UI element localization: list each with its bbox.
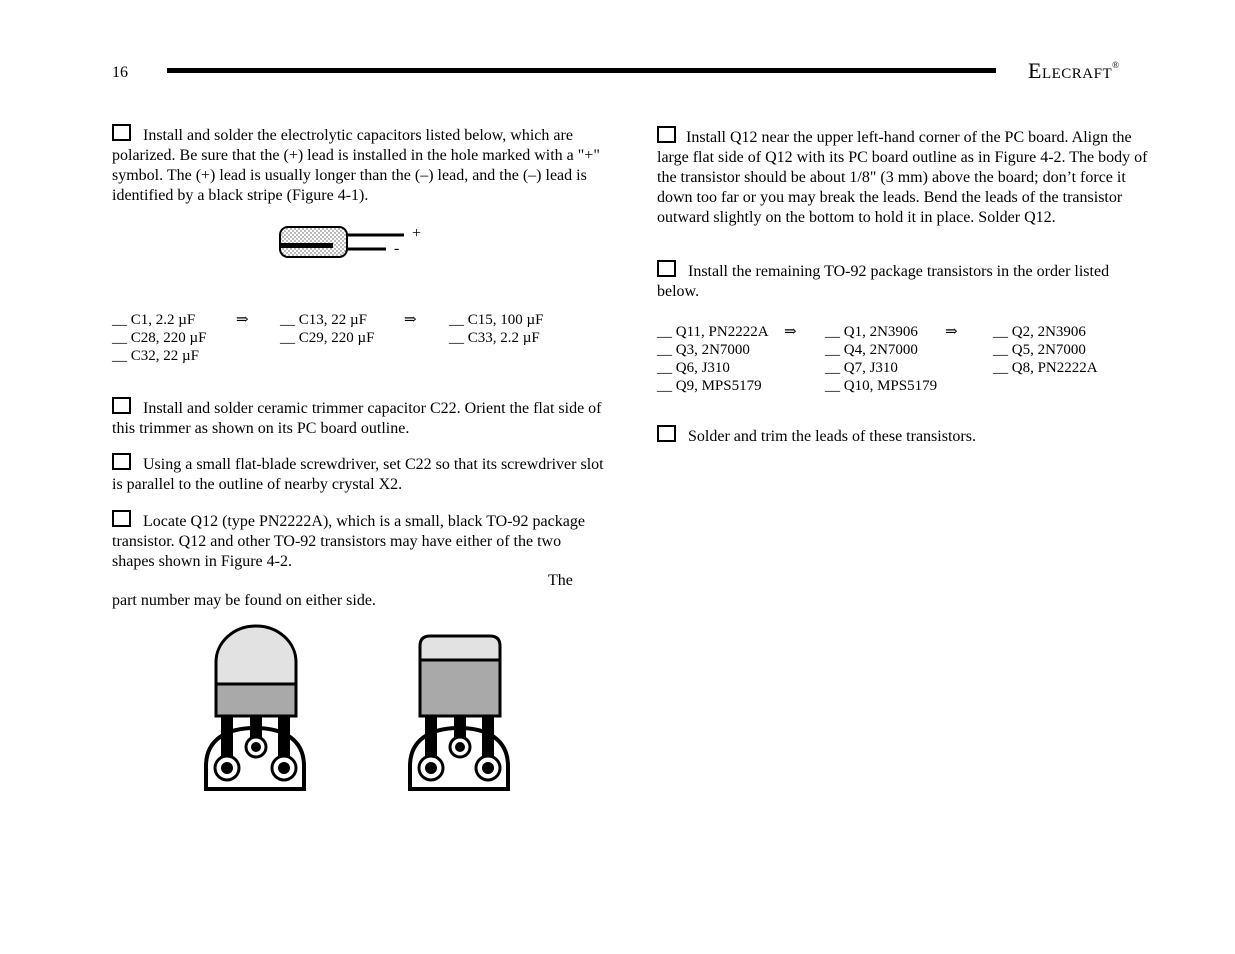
arrow-icon: ⇒ [784,324,797,340]
list-item[interactable]: __ C32, 22 µF [112,348,199,364]
step-text: Install and solder ceramic trimmer capacitor C22. Orient the flat side of this trimmer as shown on its PC board outline. [112,400,602,437]
arrow-icon: ⇒ [945,324,958,340]
brand-rest: LECRAFT [1041,66,1113,82]
brand-initial: E [1028,58,1042,83]
list-item[interactable]: __ Q5, 2N7000 [993,342,1086,358]
step-text: Locate Q12 (type PN2222A), which is a small, black TO-92 package transistor. Q12 and other TO-92 transistors may have either of the two shapes shown in Figure 4-2. [112,513,585,570]
list-item[interactable]: __ C28, 220 µF [112,330,207,346]
list-item[interactable]: __ Q7, J310 [825,360,898,376]
step-install-trimmer [112,397,604,439]
list-item[interactable]: __ C29, 220 µF [280,330,375,346]
step-text: Install Q12 near the upper left-hand corner of the PC board. Align the large flat side of Q12 with its PC board outline as in Figure 4-2. The body of the transistor should be about 1/8" (3 mm) above the board; don’t force it down too far or you may break the leads. Bend the leads of the transistor outward slightly on the bottom to hold it in place. Solder Q12. [657,129,1148,226]
list-item[interactable]: __ Q6, J310 [657,360,730,376]
arrow-icon: ⇒ [236,312,249,328]
checkbox[interactable] [112,453,131,470]
step-set-trimmer [112,453,604,495]
list-item[interactable]: __ Q8, PN2222A [993,360,1098,376]
page-number: 16 [112,64,128,81]
header-rule [167,68,996,73]
registered-mark: ® [1112,60,1120,70]
plus-lead-label: + [412,225,422,242]
step-locate-q12 [112,510,604,572]
step-install-electrolytics [112,124,604,206]
checkbox[interactable] [657,126,676,143]
list-item[interactable]: __ Q2, 2N3906 [993,324,1086,340]
list-item[interactable]: __ C15, 100 µF [449,312,544,328]
step-text: Using a small flat-blade screwdriver, set C22 so that its screwdriver slot is parallel to the outline of nearby crystal X2. [112,456,604,493]
list-item[interactable]: __ Q3, 2N7000 [657,342,750,358]
list-item[interactable]: __ C1, 2.2 µF [112,312,196,328]
step-text: Install the remaining TO-92 package transistors in the order listed below. [657,263,1110,300]
list-item[interactable]: __ C33, 2.2 µF [449,330,540,346]
minus-lead-label: - [394,240,400,257]
list-item[interactable]: __ Q1, 2N3906 [825,324,918,340]
step-text-continuation: The [548,572,573,589]
arrow-icon: ⇒ [404,312,417,328]
step-install-remaining-transistors [657,260,1149,302]
checkbox[interactable] [112,397,131,414]
list-item[interactable]: __ C13, 22 µF [280,312,367,328]
list-item[interactable]: __ Q10, MPS5179 [825,378,938,394]
to92-flat-transistor-figure [404,632,514,794]
list-item[interactable]: __ Q11, PN2222A [657,324,769,340]
brand-logo [1028,58,1119,84]
list-item[interactable]: __ Q4, 2N7000 [825,342,918,358]
checkbox[interactable] [657,260,676,277]
step-solder-transistors [657,425,1149,447]
checkbox[interactable] [112,124,131,141]
step-text: Solder and trim the leads of these transistors. [688,428,976,445]
step-text-continuation: part number may be found on either side. [112,592,376,609]
electrolytic-capacitor-figure [276,222,426,262]
to92-round-transistor-figure [200,622,310,794]
checkbox[interactable] [657,425,676,442]
step-text: Install and solder the electrolytic capacitors listed below, which are polarized. Be sure that the (+) lead is installed in the hole marked with a "+" symbol. The (+) lead is usually longer than the (–) lead, and the (–) lead is identified by a black stripe (Figure 4-1). [112,127,600,204]
step-install-q12 [657,126,1149,228]
checkbox[interactable] [112,510,131,527]
list-item[interactable]: __ Q9, MPS5179 [657,378,762,394]
